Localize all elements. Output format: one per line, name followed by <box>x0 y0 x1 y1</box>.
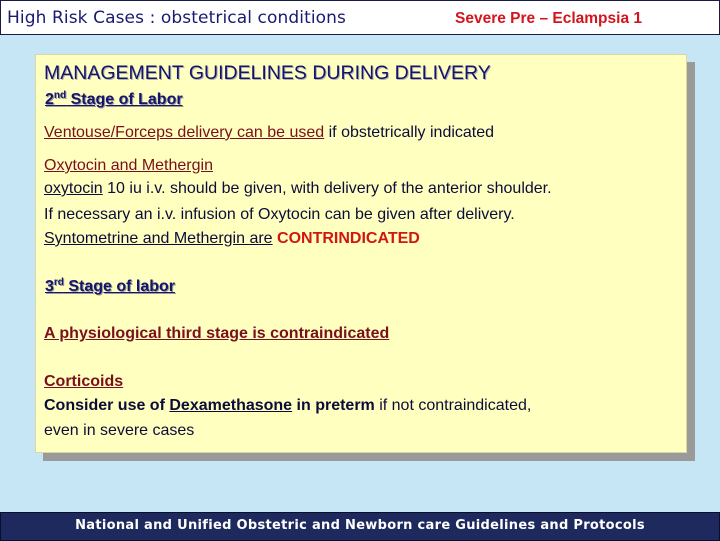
ventouse-line: Ventouse/Forceps delivery can be used if obstetrically indicated <box>44 124 495 141</box>
content-card <box>35 54 687 453</box>
oxytocin-heading: Oxytocin and Methergin <box>44 157 213 174</box>
third-stage-heading: 3rd Stage of labor <box>45 277 176 295</box>
header-left-title: High Risk Cases : obstetrical conditions <box>7 8 347 28</box>
card-title: MANAGEMENT GUIDELINES DURING DELIVERY <box>44 62 491 84</box>
infusion-line: If necessary an i.v. infusion of Oxytocin can be given after delivery. <box>44 206 515 223</box>
header-right-title: Severe Pre – Eclampsia 1 <box>455 10 642 27</box>
header-bar <box>0 0 720 35</box>
contraindication-line: Syntometrine and Methergin are CONTRINDICATED <box>44 230 420 247</box>
second-stage-heading: 2nd Stage of Labor <box>45 90 183 108</box>
physiological-line: A physiological third stage is contraindicated <box>44 325 390 342</box>
oxytocin-line: oxytocin 10 iu i.v. should be given, with delivery of the anterior shoulder. <box>44 180 552 197</box>
footer-bar <box>0 512 720 541</box>
corticoids-heading: Corticoids <box>44 373 124 390</box>
footer-text: National and Unified Obstetric and Newborn care Guidelines and Protocols <box>75 518 645 533</box>
consider-line-2: even in severe cases <box>44 422 195 439</box>
consider-line: Consider use of Dexamethasone in preterm if not contraindicated, <box>44 397 532 414</box>
